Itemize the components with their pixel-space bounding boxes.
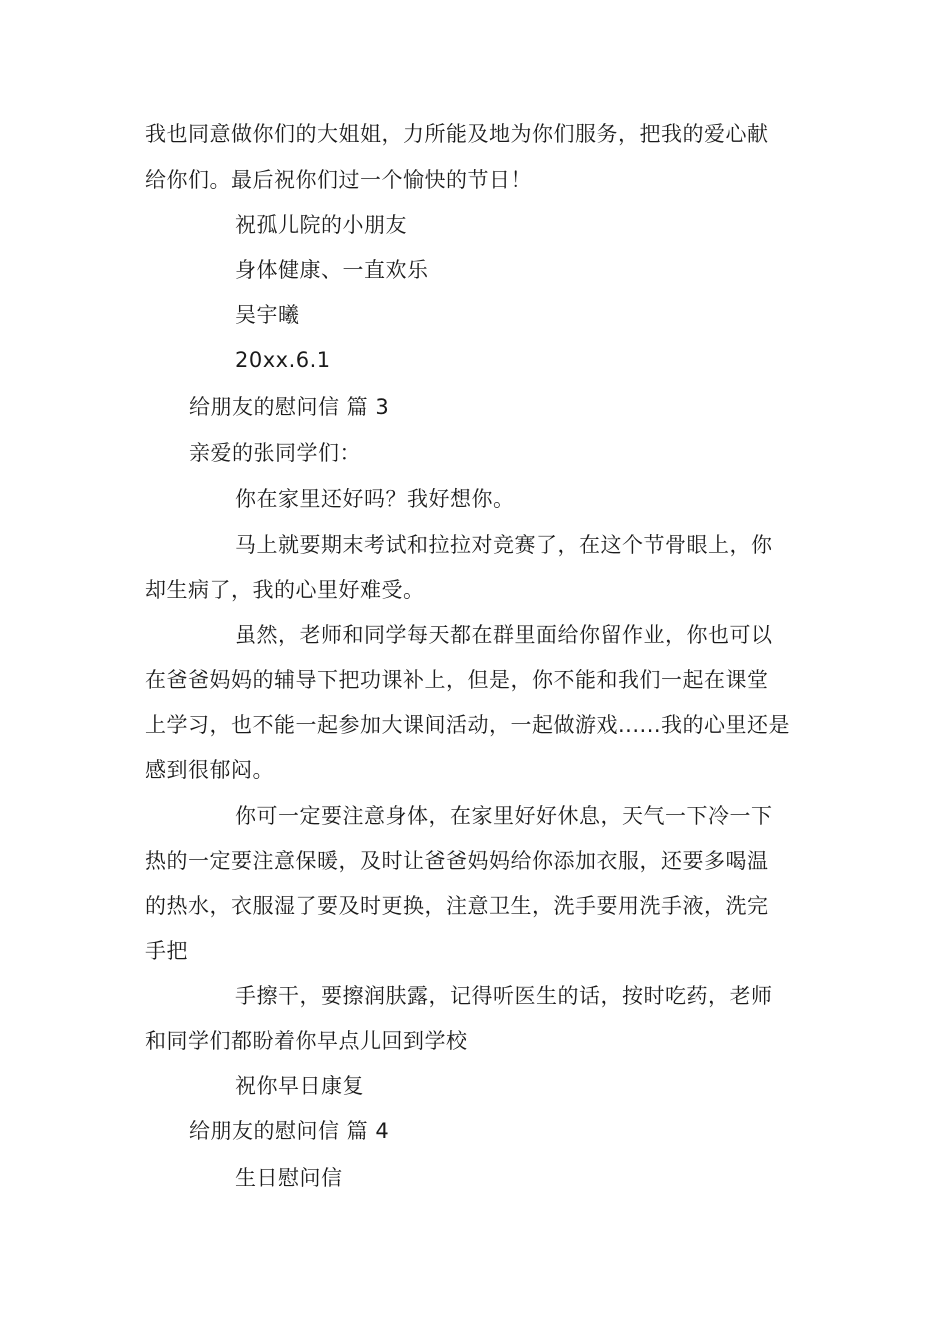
salutation: 亲爱的张同学们： [189,441,361,465]
paragraph-line: 我也同意做你们的大姐姐，力所能及地为你们服务，把我的爱心献 [145,122,769,146]
paragraph-line: 的热水，衣服湿了要及时更换，注意卫生，洗手要用洗手液，洗完 [145,894,769,918]
paragraph-line: 你可一定要注意身体，在家里好好休息，天气一下冷一下 [235,804,773,828]
closing-line: 祝孤儿院的小朋友 [235,213,407,237]
paragraph-line: 手把 [145,939,188,963]
paragraph-line: 和同学们都盼着你早点儿回到学校 [145,1029,468,1053]
signature: 吴宇曦 [235,303,300,327]
paragraph-line: 感到很郁闷。 [145,758,274,782]
section-heading: 给朋友的慰问信 篇 3 [189,395,390,419]
paragraph-line: 你在家里还好吗？我好想你。 [235,487,515,511]
paragraph-line: 虽然，老师和同学每天都在群里面给你留作业，你也可以 [235,623,773,647]
closing-line: 身体健康、一直欢乐 [235,258,429,282]
paragraph-line: 热的一定要注意保暖，及时让爸爸妈妈给你添加衣服，还要多喝温 [145,849,769,873]
paragraph-line: 上学习，也不能一起参加大课间活动，一起做游戏......我的心里还是 [145,713,791,737]
section-heading: 给朋友的慰问信 篇 4 [189,1119,390,1143]
closing-line: 祝你早日康复 [235,1074,364,1098]
letter-title: 生日慰问信 [235,1166,343,1190]
paragraph-line: 却生病了，我的心里好难受。 [145,578,425,602]
paragraph-line: 给你们。最后祝你们过一个愉快的节日！ [145,168,532,192]
paragraph-line: 在爸爸妈妈的辅导下把功课补上，但是，你不能和我们一起在课堂 [145,668,769,692]
paragraph-line: 手擦干，要擦润肤露，记得听医生的话，按时吃药，老师 [235,984,773,1008]
paragraph-line: 马上就要期末考试和拉拉对竞赛了，在这个节骨眼上，你 [235,533,773,557]
date: 20xx.6.1 [235,348,331,372]
